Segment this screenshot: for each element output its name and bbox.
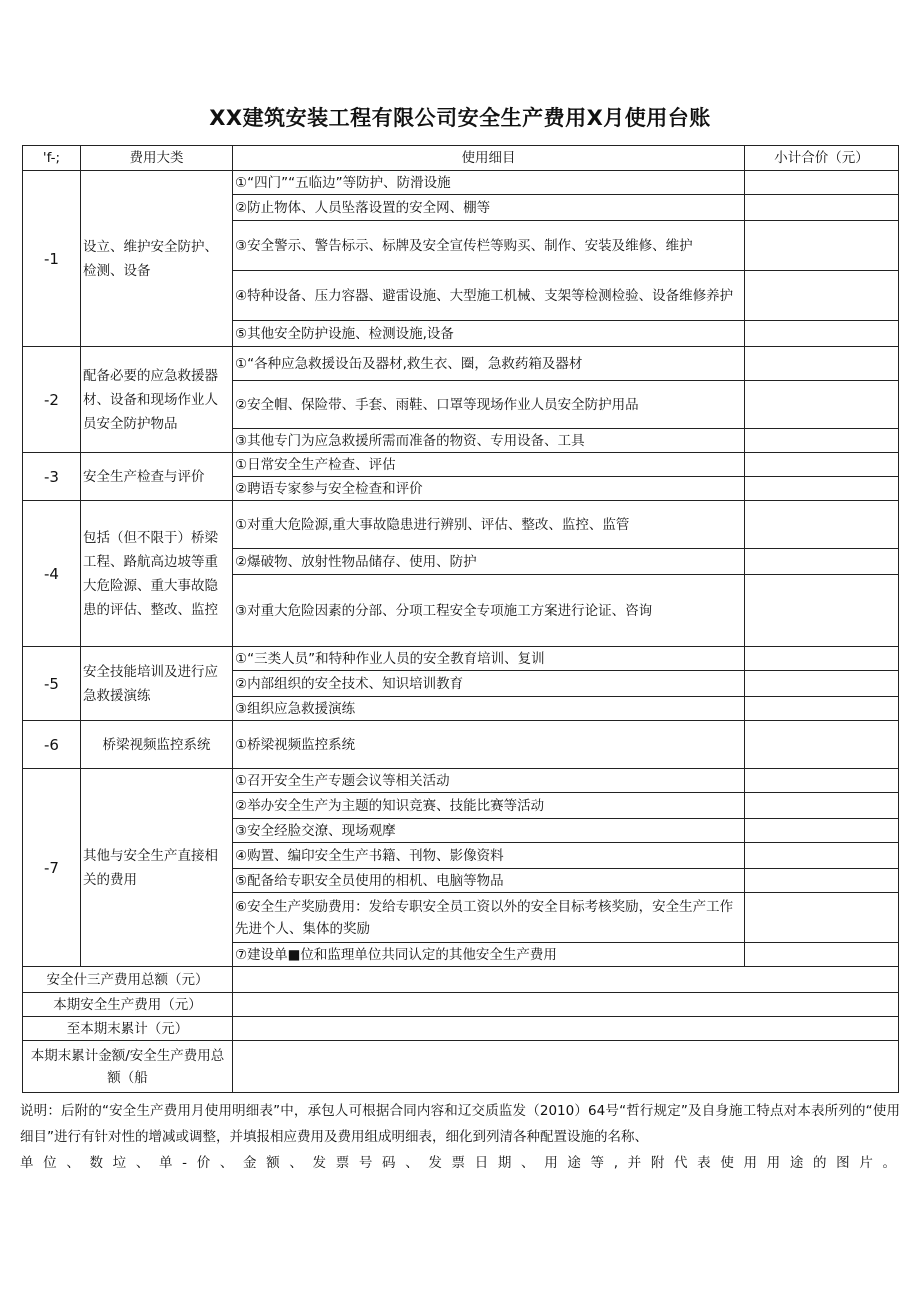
subtotal-cell xyxy=(745,171,899,195)
group-category: 桥梁视频监控系统 xyxy=(81,721,233,769)
explanatory-note xyxy=(20,1098,900,1176)
group-category: 配备必要的应急救援器材、设备和现场作业人员安全防护物品 xyxy=(81,347,233,453)
detail-item: ③其他专门为应急救援所需而准备的物资、专用设备、工具 xyxy=(233,429,745,453)
subtotal-cell xyxy=(745,769,899,793)
detail-item: ②举办安全生产为主题的知识竞赛、技能比赛等活动 xyxy=(233,793,745,819)
subtotal-cell xyxy=(745,271,899,321)
group-number: -2 xyxy=(23,347,81,453)
subtotal-cell xyxy=(745,347,899,381)
group-number: -4 xyxy=(23,501,81,647)
table-row xyxy=(23,171,899,195)
detail-item: ①桥梁视频监控系统 xyxy=(233,721,745,769)
detail-item: ②内部组织的安全技术、知识培训教育 xyxy=(233,671,745,697)
detail-item: ②聘语专家参与安全检查和评价 xyxy=(233,477,745,501)
summary-period-cost-label: 本期安全生产费用（元） xyxy=(23,993,233,1017)
subtotal-cell xyxy=(745,429,899,453)
summary-row xyxy=(23,993,899,1017)
group-category: 安全技能培训及进行应急救援演练 xyxy=(81,647,233,721)
detail-item: ②安全帽、保险带、手套、雨鞋、口罩等现场作业人员安全防护用品 xyxy=(233,381,745,429)
subtotal-cell xyxy=(745,721,899,769)
detail-item: ①“四门”“五临边”等防护、防滑设施 xyxy=(233,171,745,195)
subtotal-cell xyxy=(745,647,899,671)
group-category: 安全生产检查与评价 xyxy=(81,453,233,501)
table-row xyxy=(23,501,899,549)
detail-item: ④特种设备、压力容器、避雷设施、大型施工机械、支架等检测检验、设备维修养护 xyxy=(233,271,745,321)
detail-item: ①日常安全生产检查、评估 xyxy=(233,453,745,477)
detail-item: ④购置、编印安全生产书籍、刊物、影像资料 xyxy=(233,843,745,869)
subtotal-cell xyxy=(745,221,899,271)
group-category: 设立、维护安全防护、检测、设备 xyxy=(81,171,233,347)
summary-total-budget-label: 安全什三产费用总额（元） xyxy=(23,967,233,993)
subtotal-cell xyxy=(745,943,899,967)
subtotal-cell xyxy=(745,477,899,501)
table-row xyxy=(23,721,899,769)
subtotal-cell xyxy=(745,843,899,869)
group-category: 其他与安全生产直接相关的费用 xyxy=(81,769,233,967)
subtotal-cell xyxy=(745,381,899,429)
summary-row xyxy=(23,1041,899,1093)
detail-item: ②爆破物、放射性物品储存、使用、防护 xyxy=(233,549,745,575)
group-number: -3 xyxy=(23,453,81,501)
detail-item: ①召开安全生产专题会议等相关活动 xyxy=(233,769,745,793)
detail-item: ①对重大危险源,重大事故隐患进行辨别、评估、整改、监控、监管 xyxy=(233,501,745,549)
subtotal-cell xyxy=(745,697,899,721)
detail-item: ③安全经脸交潦、现场观摩 xyxy=(233,819,745,843)
summary-period-cost-value xyxy=(233,993,899,1017)
detail-item: ②防止物体、人员坠落设置的安全网、棚等 xyxy=(233,195,745,221)
header-detail: 使用细目 xyxy=(233,146,745,171)
summary-ratio-label: 本期末累计金额/安全生产费用总额（船 xyxy=(23,1041,233,1093)
group-number: -7 xyxy=(23,769,81,967)
detail-item: ①“三类人员”和特种作业人员的安全教育培训、复训 xyxy=(233,647,745,671)
group-number: -5 xyxy=(23,647,81,721)
detail-item: ⑤其他安全防护设施、检测设施,设备 xyxy=(233,321,745,347)
subtotal-cell xyxy=(745,893,899,943)
header-category: 费用大类 xyxy=(81,146,233,171)
detail-item: ③对重大危险因素的分部、分项工程安全专项施工方案进行论证、咨询 xyxy=(233,575,745,647)
note-line-2: 单位、数垃、单-价、金额、发票号码、发票日期、用途等,并附代表使用用途的图片。 xyxy=(20,1155,900,1171)
group-number: -1 xyxy=(23,171,81,347)
page-title: XX建筑安装工程有限公司安全生产费用X月使用台账 xyxy=(209,106,711,130)
subtotal-cell xyxy=(745,501,899,549)
subtotal-cell xyxy=(745,819,899,843)
detail-item: ③安全警示、警告标示、标牌及安全宣传栏等购买、制作、安装及维修、维护 xyxy=(233,221,745,271)
subtotal-cell xyxy=(745,671,899,697)
summary-row xyxy=(23,967,899,993)
summary-cumulative-label: 至本期末累计（元） xyxy=(23,1017,233,1041)
summary-cumulative-value xyxy=(233,1017,899,1041)
detail-item: ③组织应急救援演练 xyxy=(233,697,745,721)
detail-item: ⑤配备给专职安全员使用的相机、电脑等物品 xyxy=(233,869,745,893)
subtotal-cell xyxy=(745,869,899,893)
note-line-1: 说明：后附的“安全生产费用月使用明细表”中，承包人可根据合同内容和辽交质监发（2010）64号“哲行规定”及自身施工特点对本表所列的“使用细目”进行有针对性的增减或调整，并填报相应费用及费用组成明细表，细化到列清各种配置设施的名称、 xyxy=(20,1103,900,1145)
table-header-row xyxy=(23,146,899,171)
header-no: 'f-; xyxy=(23,146,81,171)
group-category: 包括（但不限于）桥梁工程、路航高边坡等重大危险源、重大事故隐患的评估、整改、监控 xyxy=(81,501,233,647)
subtotal-cell xyxy=(745,549,899,575)
summary-total-budget-value xyxy=(233,967,899,993)
summary-ratio-value xyxy=(233,1041,899,1093)
subtotal-cell xyxy=(745,793,899,819)
summary-row xyxy=(23,1017,899,1041)
table-row xyxy=(23,647,899,671)
table-row xyxy=(23,769,899,793)
expense-ledger-table xyxy=(22,145,899,1093)
table-row xyxy=(23,347,899,381)
subtotal-cell xyxy=(745,195,899,221)
subtotal-cell xyxy=(745,321,899,347)
subtotal-cell xyxy=(745,453,899,477)
detail-item: ⑥安全生产奖励费用：发给专职安全员工资以外的安全目标考核奖励，安全生产工作先进个人、集体的奖励 xyxy=(233,893,745,943)
subtotal-cell xyxy=(745,575,899,647)
table-row xyxy=(23,453,899,477)
header-subtotal: 小计合价（元） xyxy=(745,146,899,171)
detail-item: ⑦建设单■位和监理单位共同认定的其他安全生产费用 xyxy=(233,943,745,967)
detail-item: ①“各种应急救援设缶及器材,救生衣、圈，急救药箱及器材 xyxy=(233,347,745,381)
group-number: -6 xyxy=(23,721,81,769)
